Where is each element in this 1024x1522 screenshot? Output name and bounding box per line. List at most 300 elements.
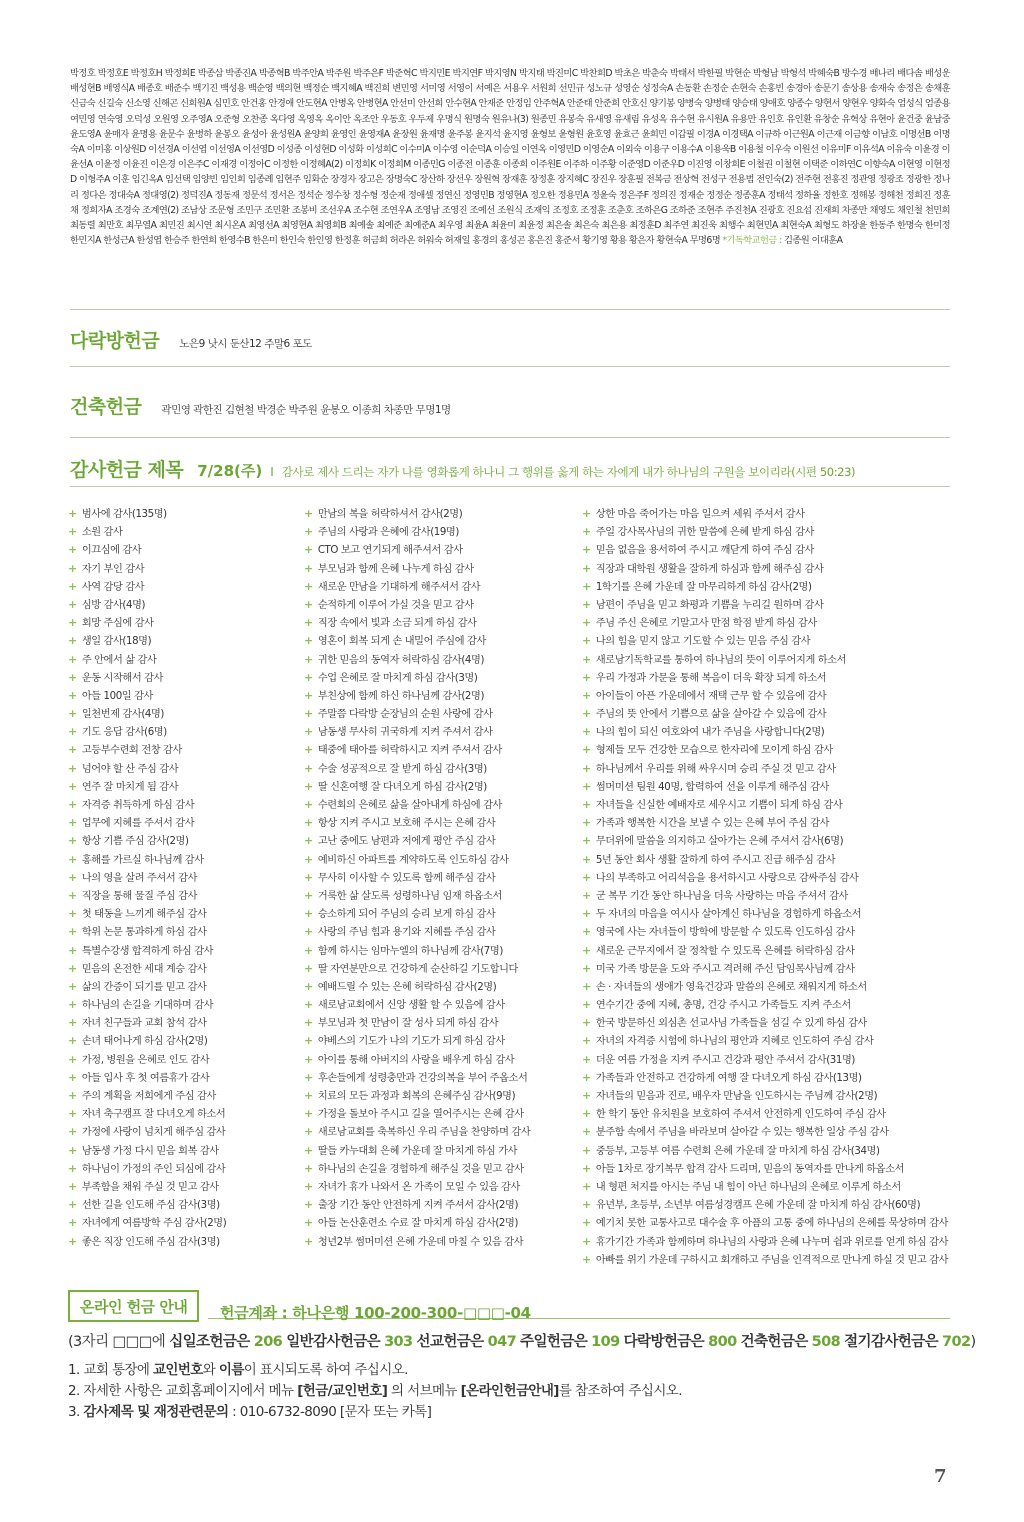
plus-icon: +	[582, 998, 591, 1012]
thanks-item-text: 아들 입사 후 첫 여름휴가 감사	[81, 1072, 210, 1084]
plus-icon: +	[68, 998, 77, 1012]
thanks-item	[304, 523, 574, 541]
thanks-item-text: 기도 응답 감사(6명)	[81, 727, 167, 739]
plus-icon: +	[68, 1143, 77, 1157]
thanks-item	[582, 978, 954, 996]
thanks-item	[582, 942, 954, 960]
thanks-item-text: 새로남교회에서 신앙 생활 할 수 있음에 감사	[317, 1000, 505, 1012]
thanks-item-text: 홍해를 가르실 하나님께 감사	[81, 854, 204, 866]
thanks-item-text: 태중에 태아를 허락하시고 지켜 주셔서 감사	[317, 745, 502, 757]
thanks-item-text: 자녀 친구들과 교회 참석 감사	[81, 1018, 207, 1030]
plus-icon: +	[582, 652, 591, 666]
page-number: 7	[934, 1466, 947, 1487]
plus-icon: +	[582, 925, 591, 939]
thanks-item-text: 순적하게 이루어 가실 것을 믿고 감사	[317, 599, 474, 611]
plus-icon: +	[68, 507, 77, 520]
code-label: 주일헌금은	[520, 1334, 588, 1350]
thanks-item	[582, 669, 954, 687]
thanks-item-text: 청년2부 썸머미션 은혜 가운데 마칠 수 있음 감사	[317, 1236, 524, 1248]
plus-icon: +	[68, 870, 77, 884]
thanks-item-text: 새로남기독학교를 통하여 하나님의 뜻이 이루어지게 하소서	[595, 654, 847, 666]
thanks-item	[304, 741, 574, 759]
plus-icon: +	[68, 925, 77, 939]
plus-icon: +	[68, 979, 77, 993]
thanks-item-text: 영국에 사는 자녀들이 방학에 방문할 수 있도록 인도하심 감사	[595, 927, 855, 939]
thanks-item-text: 미국 가족 방문을 도와 주시고 격려해 주신 담임목사님께 감사	[595, 963, 855, 975]
thanks-item	[582, 1196, 954, 1214]
thanks-item-text: 직장을 통해 물질 주심 감사	[81, 890, 198, 902]
plus-icon: +	[582, 561, 591, 575]
thanks-item	[68, 1069, 288, 1087]
thanks-item	[582, 741, 954, 759]
note-text: 이 표시되도록 하여 주십시오.	[243, 1362, 408, 1378]
thanks-item	[582, 851, 954, 869]
plus-icon: +	[582, 888, 591, 902]
plus-icon: +	[582, 1125, 591, 1139]
thanks-item	[304, 851, 574, 869]
thanks-item-text: 나의 부족하고 어리석음을 용서하시고 사랑으로 감싸주심 감사	[595, 872, 859, 884]
thanks-item	[68, 1014, 288, 1032]
thanks-item	[582, 832, 954, 850]
plus-icon: +	[68, 597, 77, 611]
thanks-item-text: 부친상에 함께 하신 하나님께 감사(2명)	[317, 690, 485, 702]
plus-icon: +	[68, 652, 77, 666]
note-1	[68, 1360, 682, 1381]
thanks-item	[582, 1123, 954, 1141]
plus-icon: +	[68, 1052, 77, 1066]
thanks-item-text: 학위 논문 통과하게 하심 감사	[81, 927, 207, 939]
section-names: 곽민영 곽한진 김현철 박경순 박주원 윤봉오 이종희 차종만 무명1명	[161, 404, 451, 416]
plus-icon: +	[68, 761, 77, 775]
thanks-item	[68, 887, 288, 905]
thanks-item-text: 자녀들을 신실한 예배자로 세우시고 기쁨이 되게 하심 감사	[595, 800, 843, 811]
thanks-item	[304, 996, 574, 1014]
thanks-item-text: 하나님께서 우리를 위해 싸우시며 승리 주실 것 믿고 감사	[595, 763, 836, 775]
thanks-item	[304, 723, 574, 741]
thanks-item-text: 믿음 없음을 용서하여 주시고 깨닫게 하여 주심 감사	[595, 545, 814, 557]
thanks-item	[304, 1178, 574, 1196]
plus-icon: +	[304, 979, 313, 993]
thanks-item	[304, 1233, 574, 1251]
donor-names-list	[70, 66, 950, 248]
thanks-item-text: 부모님과 함께 은혜 나누게 하심 감사	[317, 563, 474, 575]
plus-icon: +	[68, 1034, 77, 1048]
plus-icon: +	[304, 888, 313, 902]
thanks-item-text: 아빠를 위기 가운데 구하시고 회개하고 주님을 인격적으로 만나게 하실 것 믿고 감사	[595, 1254, 949, 1266]
thanks-item	[304, 1051, 574, 1069]
thanks-item-text: 주님의 뜻 안에서 기쁨으로 삶을 살아갈 수 있음에 감사	[595, 709, 827, 721]
plus-icon: +	[304, 1052, 313, 1066]
thanks-item	[68, 596, 288, 614]
thanks-item	[68, 1087, 288, 1105]
offering-account: 헌금계좌 : 하나은행 100-200-300-□□□-04	[220, 1304, 531, 1322]
thanks-item-text: 회망 주심에 감사	[81, 618, 154, 630]
thanks-item	[68, 541, 288, 559]
thanks-item-text: 항상 기쁨 주심 감사(2명)	[81, 836, 189, 848]
thanks-item	[304, 832, 574, 850]
thanks-item	[582, 1087, 954, 1105]
thanks-item-text: 한 학기 동안 유치원을 보호하여 주셔서 안전하게 인도하여 주심 감사	[595, 1109, 886, 1121]
plus-icon: +	[68, 707, 77, 721]
thanks-item-text: 5년 동안 회사 생활 잘하게 하여 주시고 진급 해주심 감사	[595, 854, 836, 866]
thanks-item	[582, 760, 954, 778]
thanks-item-text: 새로남교회를 축복하신 우리 주님을 찬양하며 감사	[317, 1127, 531, 1139]
thanks-item-text: 나의 힘을 믿지 않고 기도할 수 있는 믿음 주심 감사	[595, 636, 811, 648]
thanks-item-text: 직장과 대학원 생활을 잘하게 하심과 함께 해주심 감사	[595, 563, 824, 575]
thanks-item-text: 유년부, 초등부, 소년부 여름성경캠프 은혜 가운데 잘 마치게 하심 감사(60명)	[595, 1200, 921, 1212]
plus-icon: +	[304, 1143, 313, 1157]
thanks-item	[68, 578, 288, 596]
thanks-item	[68, 978, 288, 996]
plus-icon: +	[582, 834, 591, 848]
thanks-item-text: 예기치 못한 교통사고로 대수술 후 아픔의 고통 중에 하나님의 은혜를 묵상하며 감사	[595, 1218, 949, 1230]
thanks-item-text: 주의 계획을 저희에게 주심 감사	[81, 1091, 216, 1102]
thanks-item-text: 심방 감사(4명)	[81, 599, 146, 611]
thanks-item	[68, 523, 288, 541]
thanks-item-text: 무사히 이사할 수 있도록 함께 해주심 감사	[317, 872, 496, 884]
thanks-item	[68, 669, 288, 687]
thanks-item-text: CTO 보고 연기되게 해주셔서 감사	[317, 545, 463, 557]
plus-icon: +	[68, 1234, 77, 1248]
thanks-item	[582, 1051, 954, 1069]
thanks-list-column-1	[68, 505, 288, 1251]
thanks-item	[582, 1142, 954, 1160]
plus-icon: +	[304, 616, 313, 630]
thanks-item	[68, 687, 288, 705]
plus-icon: +	[68, 798, 77, 811]
thanks-item-text: 후손들에게 성령충만과 건강의복을 부어 주옵소서	[317, 1072, 528, 1084]
thanks-item	[304, 614, 574, 632]
thanks-item	[304, 1105, 574, 1123]
thanks-item-text: 가정, 병원을 은혜로 인도 감사	[81, 1054, 210, 1066]
code-label: 일반감사헌금은	[286, 1334, 381, 1350]
thanks-item	[68, 869, 288, 887]
section-thanks-header	[70, 455, 855, 482]
plus-icon: +	[582, 1179, 591, 1193]
thanks-item-text: 휴가기간 가족과 함께하며 하나님의 사랑과 은혜 나누며 쉼과 위로를 얻게 하심 감사	[595, 1236, 949, 1248]
plus-icon: +	[68, 852, 77, 866]
plus-icon: +	[68, 907, 77, 921]
thanks-item-text: 주말쯤 다락방 순장님의 순원 사랑에 감사	[317, 709, 493, 721]
code-number: 800	[708, 1334, 737, 1350]
plus-icon: +	[304, 870, 313, 884]
thanks-item	[582, 578, 954, 596]
plus-icon: +	[582, 1252, 591, 1266]
thanks-item	[582, 778, 954, 796]
plus-icon: +	[582, 579, 591, 593]
thanks-item	[68, 1123, 288, 1141]
plus-icon: +	[582, 597, 591, 611]
thanks-item	[304, 1123, 574, 1141]
thanks-item	[582, 1032, 954, 1050]
thanks-item	[582, 887, 954, 905]
plus-icon: +	[68, 834, 77, 848]
plus-icon: +	[304, 907, 313, 921]
plus-icon: +	[68, 688, 77, 702]
thanks-item-text: 아들 논산훈련소 수료 잘 마치게 하심 감사(2명)	[317, 1218, 519, 1230]
thanks-item-text: 아들 1차로 장기복무 합격 감사 드리며, 믿음의 동역자를 만나게 하옵소서	[595, 1163, 905, 1175]
plus-icon: +	[582, 961, 591, 975]
online-offering-title: 온라인 헌금 안내	[68, 1290, 199, 1322]
thanks-item-text: 하나님의 손길을 기대하며 감사	[81, 1000, 214, 1012]
plus-icon: +	[68, 779, 77, 793]
thanks-item-text: 한국 방문하신 외심촌 선교사님 가족들을 섬길 수 있게 하심 감사	[595, 1018, 867, 1030]
section-title: 다락방헌금	[70, 330, 160, 352]
plus-icon: +	[68, 579, 77, 593]
thanks-item	[304, 505, 574, 523]
plus-icon: +	[304, 1070, 313, 1084]
thanks-item-text: 승소하게 되어 주님의 승리 보게 하심 감사	[317, 909, 496, 921]
plus-icon: +	[68, 616, 77, 630]
plus-icon: +	[304, 1216, 313, 1230]
thanks-item-text: 중등부, 고등부 여름 수련회 은혜 가운데 잘 마치게 하심 감사(34명)	[595, 1145, 880, 1157]
thanks-item-text: 수련회의 은혜로 삶을 살아내게 하심에 감사	[317, 800, 502, 811]
plus-icon: +	[304, 1034, 313, 1048]
thanks-item-text: 수업 은혜로 잘 마치게 하심 감사(3명)	[317, 672, 478, 684]
plus-icon: +	[582, 1234, 591, 1248]
thanks-item	[304, 960, 574, 978]
plus-icon: +	[582, 1161, 591, 1175]
thanks-item	[68, 1214, 288, 1232]
thanks-item	[582, 923, 954, 941]
thanks-item-text: 군 복무 기간 동안 하나님을 더욱 사랑하는 마음 주셔서 감사	[595, 890, 848, 902]
plus-icon: +	[582, 543, 591, 557]
thanks-item	[582, 814, 954, 832]
plus-icon: +	[582, 943, 591, 957]
thanks-item-text: 부족함을 채워 주실 것 믿고 감사	[81, 1181, 219, 1193]
plus-icon: +	[304, 779, 313, 793]
thanks-item-text: 업무에 지혜를 주셔서 감사	[81, 818, 195, 830]
thanks-list-column-3	[582, 505, 954, 1269]
thanks-item-text: 나의 힘이 되신 여호와여 내가 주님을 사랑합니다(2명)	[595, 727, 825, 739]
plus-icon: +	[304, 1125, 313, 1139]
thanks-item	[582, 632, 954, 650]
plus-icon: +	[582, 870, 591, 884]
thanks-item-text: 내 형편 처지를 아시는 주님 내 힘이 아닌 하나님의 은혜로 이루게 하소서	[595, 1181, 901, 1193]
thanks-item	[304, 1032, 574, 1050]
thanks-item	[582, 505, 954, 523]
thanks-item	[304, 651, 574, 669]
thanks-item	[304, 541, 574, 559]
plus-icon: +	[304, 1234, 313, 1248]
thanks-item	[304, 1160, 574, 1178]
thanks-item	[304, 1196, 574, 1214]
thanks-item	[68, 814, 288, 832]
code-number: 047	[487, 1334, 517, 1350]
codes-prefix: (3자리 □□□에	[68, 1334, 166, 1350]
thanks-item-text: 범사에 감사(135명)	[81, 509, 167, 520]
thanks-item-text: 일천번제 감사(4명)	[81, 709, 164, 721]
plus-icon: +	[304, 652, 313, 666]
plus-icon: +	[304, 925, 313, 939]
code-label: 다락방헌금은	[623, 1334, 705, 1350]
plus-icon: +	[304, 816, 313, 830]
note-bold: [온라인헌금안내]	[460, 1383, 559, 1399]
plus-icon: +	[582, 1070, 591, 1084]
thanks-item-text: 거룩한 삶 살도록 성령하나님 임재 하옵소서	[317, 890, 502, 902]
plus-icon: +	[582, 1052, 591, 1066]
thanks-item	[582, 560, 954, 578]
thanks-item	[582, 1069, 954, 1087]
thanks-item	[304, 905, 574, 923]
thanks-item-text: 주일 강사목사님의 귀한 말씀에 은혜 받게 하심 감사	[595, 527, 814, 539]
thanks-item	[304, 869, 574, 887]
thanks-item	[304, 796, 574, 814]
thanks-item	[68, 778, 288, 796]
thanks-item-text: 상한 마음 죽어가는 마음 일으켜 세워 주셔서 감사	[595, 509, 805, 520]
note-text: 1. 교회 통장에	[68, 1362, 153, 1378]
thanks-item-text: 아이를 통해 아버지의 사랑을 배우게 하심 감사	[317, 1054, 515, 1066]
plus-icon: +	[582, 616, 591, 630]
thanks-item	[68, 796, 288, 814]
thanks-item	[68, 560, 288, 578]
plus-icon: +	[304, 597, 313, 611]
plus-icon: +	[582, 907, 591, 921]
thanks-item	[304, 814, 574, 832]
thanks-item-text: 고난 중에도 남편과 저에게 평안 주심 감사	[317, 836, 496, 848]
section-title: 감사헌금 제목	[70, 459, 184, 481]
plus-icon: +	[304, 852, 313, 866]
code-label: 절기감사헌금은	[844, 1334, 938, 1350]
plus-icon: +	[68, 743, 77, 757]
section-darakbang	[70, 326, 312, 353]
plus-icon: +	[304, 1089, 313, 1102]
thanks-item-text: 야베스의 기도가 나의 기도가 되게 하심 감사	[317, 1036, 505, 1048]
thanks-item-text: 영혼이 회복 되게 손 내밀어 주심에 감사	[317, 636, 486, 648]
thanks-item	[582, 1105, 954, 1123]
plus-icon: +	[304, 688, 313, 702]
thanks-item-text: 귀한 믿음의 동역자 허락하심 감사(4명)	[317, 654, 485, 666]
note-bold: 감사제목 및 재정관련문의	[83, 1404, 229, 1420]
thanks-item	[582, 996, 954, 1014]
thanks-item-text: 1학기를 은혜 가운데 잘 마무리하게 하심 감사(2명)	[595, 581, 812, 593]
donor-names-text: 박정호 박정호E 박정호H 박정희E 박종삼 박종진A 박종혁B 박주안A 박주원 박주은F 박준혁C 박지민E 박지연F 박지영N 박지태 박진미C 박찬희D 박초은 박춘숙 박태서 박한필 박현순 박형남 박형석 박혜숙B 방수경 배나리 배다솜 배성운 배성현B 배영식A 배종호 배준수 백기진 백성용 백순영 백의현 백정순 백지혜A 백진희 변민영 서미영 서영이 서예은 서용우 서원희 선민규 성노규 성영순 성정숙A 손동환 손정순 손현숙 손홍빈 송경아 송문기 송상용 송재숙 송정은 송채훈 신금숙 신길숙 신소영 신해곤 신희원A 심민호 안건홍 안경애 안도현A 안병옥 안병현A 안선미 안선희 안수현A 안재준 안정임 안주혁A 안준태 안준희 안호신 양기봉 양병숙 양병태 양승태 양애호 양종수 양현서 양현우 양화숙 엄성식 엄종용 여민영 연숙영 오덕성 오원영 오주영A 오준형 오찬종 옥다영 옥영옥 옥이안 옥조안 우동호 우두제 우명식 원명숙 원유나(3) 원종민 유봉숙 유새영 유새림 유성옥 유수현 유시원A 유용만 유인호 유인환 유창순 유혁상 유현아 윤건중 윤남중 윤도영A 윤매자 윤명용 윤문수 윤병하 윤봉오 윤성아 윤성원A 윤양희 윤영인 윤영재A 윤장원 윤재명 윤주봉 윤지석 윤지영 윤형보 윤형원 윤호영 윤효근 윤희민 이갑필 이경A 이경택A 이규하 이근원A 이근재 이금향 이남호 이명선B 이명숙A 이미홍 이상원D 이선경A 이선엽 이선영A 이선영D 이성종 이성현D 이성화 이성희C 이수미A 이수영 이순덕A 이승일 이연옥 이영민D 이영순A 이외숙 이용구 이용수A 이용욱B 이용철 이우숙 이원선 이유미F 이유석A 이유숙 이윤경 이윤선A 이윤정 이윤진 이은경 이은주C 이재경 이정아C 이정한 이정혜A(2) 이정희K 이정희M 이종민G 이종전 이종훈 이종희 이주원E 이주하 이주황 이준영D 이준우D 이진영 이창희E 이철권 이철현 이택준 이하연C 이향숙A 이현영 이현정D 이형주A 이훈 임긴옥A 임선택 임양빈 임인희 임종례 임현주 임화순 장경자 장고은 장명숙C 장산하 장선우 장원혁 장재훈 장정훈 장지혜C 장진우 장훈필 전복금 전상혁 전성구 전용범 전인숙(2) 전주현 전홍진 정관영 정광조 정광한 정나리 정다은 정대숙A 정대영(2) 정덕진A 정동재 정문석 정서은 정석순 정수창 정수형 정순재 정애셀 정연신 정영민B 정영현A 정오한 정용민A 정윤숙 정은주F 정의진 정재순 정정순 정종훈A 정태석 정하율 정한호 정해봉 정해천 정희진 정훈채 정희자A 조경숙 조계연(2) 조남상 조문형 조민구 조민환 조봉비 조선우A 조수현 조연우A 조영남 조영진 조예선 조원식 조재익 조정호 조정훈 조춘호 조하은G 조하준 조현주 주진천A 진광호 진요섭 진재희 차종만 채영도 채인철 천민희 최동렬 최만호 최무열A 최민진 최시연 최시온A 최영선A 최영현A 최영희B 최예솔 최예준 최예준A 최우영 최윤A 최윤미 최윤정 최은솔 최은숙 최은용 최정훈D 최주연 최진욱 최행수 최현민A 최현숙A 최형도 하장윤 한동주 한명숙 한미정 한민지A 한성근A 한성엽 한승주 한연희 한영수B 한은미 한인숙 한인영 한정훈 허금희 허라온 허워숙 허재일 홍경의 홍성곤 홍은진 홍준서 황기영 황용 황은자 황현숙A 무명6명	[70, 68, 950, 247]
thanks-item	[68, 1196, 288, 1214]
thanks-item-text: 선한 길을 인도해 주심 감사(3명)	[81, 1200, 220, 1212]
divider	[70, 366, 950, 367]
plus-icon: +	[582, 1216, 591, 1230]
christian-school-offering-label: *기독학교헌금 :	[722, 235, 782, 247]
thanks-item	[304, 578, 574, 596]
thanks-item	[582, 1160, 954, 1178]
thanks-list-column-2	[304, 505, 574, 1251]
code-number: 206	[253, 1334, 283, 1350]
thanks-item-text: 형제들 모두 건강한 모습으로 한자리에 모이게 하심 감사	[595, 745, 833, 757]
thanks-item-text: 남동생 무사히 귀국하게 지켜 주셔서 감사	[317, 727, 493, 739]
thanks-item-text: 자녀의 자격증 시험에 하나님의 평안과 지혜로 인도하여 주심 감사	[595, 1036, 874, 1048]
plus-icon: +	[582, 707, 591, 721]
note-3	[68, 1402, 682, 1423]
thanks-item-text: 직장 속에서 빛과 소금 되게 하심 감사	[317, 618, 477, 630]
thanks-item	[68, 1105, 288, 1123]
thanks-item-text: 소원 감사	[81, 527, 123, 539]
thanks-item	[304, 760, 574, 778]
thanks-item-text: 딸들 카누대회 은혜 가운데 잘 마치게 하심 가사	[317, 1145, 518, 1157]
offering-codes	[68, 1330, 976, 1351]
thanks-item-text: 첫 태동을 느끼게 해주심 감사	[81, 909, 207, 921]
thanks-item	[582, 796, 954, 814]
thanks-item	[582, 1214, 954, 1232]
thanks-item-text: 새로운 만남을 기대하게 해주셔서 감사	[317, 581, 481, 593]
thanks-item-text: 자녀 축구캠프 잘 다녀오게 하소서	[81, 1109, 226, 1121]
thanks-item	[304, 1214, 574, 1232]
divider	[70, 309, 950, 310]
plus-icon: +	[68, 888, 77, 902]
plus-icon: +	[68, 816, 77, 830]
plus-icon: +	[68, 561, 77, 575]
section-title: 건축헌금	[70, 396, 142, 418]
note-text: 의 서브메뉴	[387, 1383, 461, 1399]
thanks-item	[68, 1160, 288, 1178]
thanks-item-text: 남편이 주님을 믿고 화평과 기쁨을 누리길 원하며 감사	[595, 599, 824, 611]
plus-icon: +	[304, 1107, 313, 1121]
thanks-item	[304, 887, 574, 905]
thanks-item-text: 항상 지켜 주시고 보호해 주시는 은혜 감사	[317, 818, 496, 830]
thanks-item	[304, 1069, 574, 1087]
code-number: 702	[942, 1334, 971, 1350]
thanks-item-text: 믿음의 온전한 세대 계승 감사	[81, 963, 207, 975]
thanks-item	[68, 996, 288, 1014]
thanks-item-text: 무더위에 말씀을 의지하고 살아가는 은혜 주셔서 감사(6명)	[595, 836, 844, 848]
thanks-item	[304, 705, 574, 723]
thanks-item-text: 사랑의 주님 힘과 용기와 지혜를 주심 감사	[317, 927, 496, 939]
thanks-item	[68, 923, 288, 941]
thanks-item	[582, 687, 954, 705]
plus-icon: +	[582, 743, 591, 757]
thanks-item-text: 주님의 사랑과 은혜에 감사(19명)	[317, 527, 459, 539]
thanks-item	[304, 669, 574, 687]
thanks-item	[68, 851, 288, 869]
plus-icon: +	[304, 961, 313, 975]
thanks-item-text: 하나님의 손길을 경험하게 해주실 것을 믿고 감사	[317, 1163, 524, 1175]
plus-icon: +	[68, 543, 77, 557]
thanks-item-text: 만남의 복을 허락하셔서 감사(2명)	[317, 509, 463, 520]
thanks-item-text: 예비하신 아파트를 계약하도록 인도하심 감사	[317, 854, 509, 866]
thanks-item-text: 삶의 간증이 되기를 믿고 감사	[81, 981, 207, 993]
thanks-item	[68, 905, 288, 923]
plus-icon: +	[582, 1107, 591, 1121]
thanks-item	[582, 1233, 954, 1251]
thanks-item-text: 이끄심에 감사	[81, 545, 142, 557]
thanks-item	[68, 1051, 288, 1069]
code-number: 508	[811, 1334, 841, 1350]
thanks-item-text: 손 · 자녀들의 생애가 영육건강과 말씀의 은혜로 채워지게 하소서	[595, 981, 867, 993]
plus-icon: +	[582, 979, 591, 993]
thanks-item	[582, 596, 954, 614]
thanks-item-text: 자녀가 휴가 나와서 온 가족이 모일 수 있음 감사	[317, 1181, 520, 1193]
note-text: 를 참조하여 주십시오.	[558, 1383, 682, 1399]
plus-icon: +	[582, 634, 591, 648]
codes-suffix: )	[970, 1334, 976, 1350]
thanks-item	[304, 1142, 574, 1160]
thanks-item	[582, 723, 954, 741]
plus-icon: +	[582, 1143, 591, 1157]
thanks-item	[304, 596, 574, 614]
thanks-item-text: 넘어야 할 산 주심 감사	[81, 763, 179, 775]
plus-icon: +	[582, 798, 591, 811]
thanks-item	[582, 960, 954, 978]
plus-icon: +	[68, 1070, 77, 1084]
thanks-item-text: 수술 성공적으로 잘 받게 하심 감사(3명)	[317, 763, 487, 775]
thanks-item	[582, 705, 954, 723]
plus-icon: +	[68, 634, 77, 648]
plus-icon: +	[304, 525, 313, 539]
plus-icon: +	[582, 779, 591, 793]
thanks-item-text: 새로운 근무지에서 잘 정착할 수 있도록 은혜를 허락하심 감사	[595, 945, 855, 957]
plus-icon: +	[304, 670, 313, 684]
plus-icon: +	[68, 961, 77, 975]
thanks-item-text: 아들 100일 감사	[81, 690, 153, 702]
